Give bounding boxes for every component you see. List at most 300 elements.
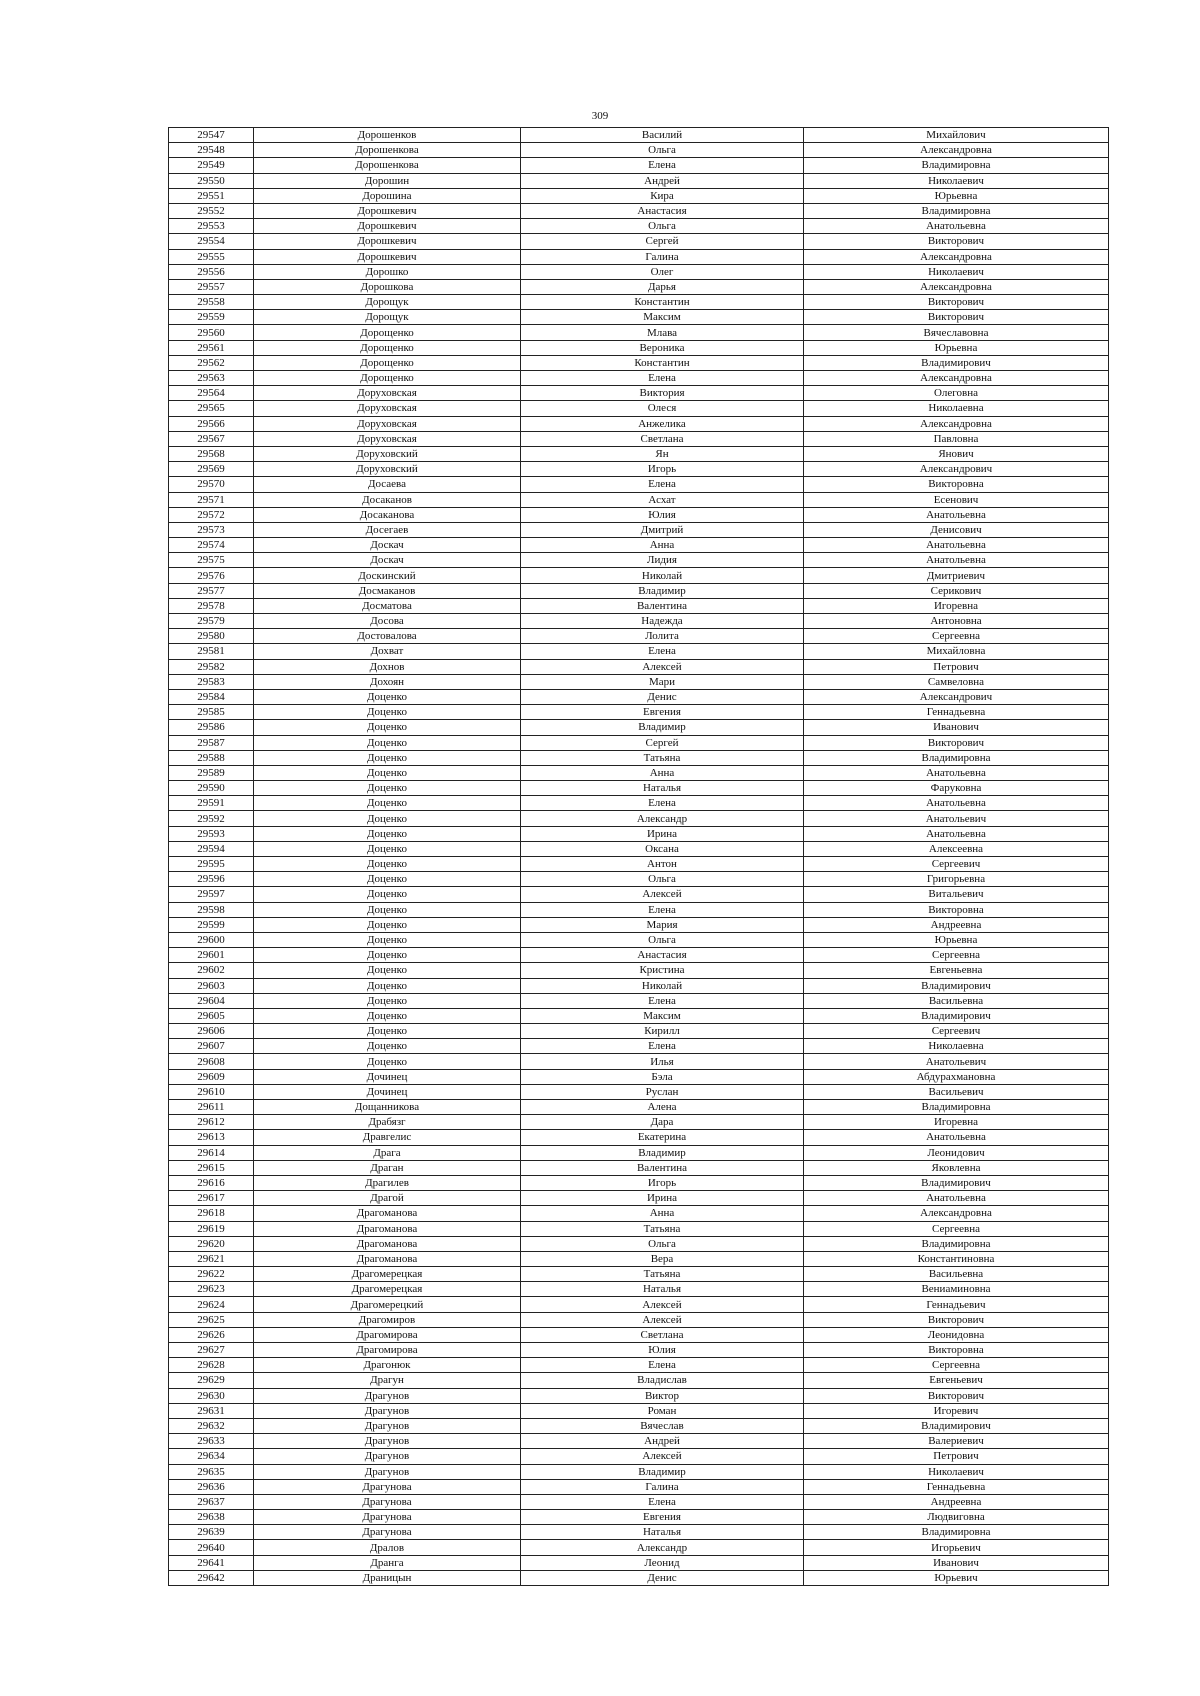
first-name-cell: Елена	[521, 1358, 804, 1373]
table-row	[169, 1312, 1109, 1327]
row-number-cell: 29551	[169, 188, 254, 203]
row-number-cell: 29572	[169, 507, 254, 522]
patronymic-cell: Владимировна	[804, 1100, 1109, 1115]
row-number-cell: 29574	[169, 538, 254, 553]
patronymic-cell: Михайлович	[804, 128, 1109, 143]
first-name-cell: Светлана	[521, 1327, 804, 1342]
patronymic-cell: Дмитриевич	[804, 568, 1109, 583]
patronymic-cell: Игоревич	[804, 1403, 1109, 1418]
surname-cell: Драгунов	[254, 1449, 521, 1464]
patronymic-cell: Серикович	[804, 583, 1109, 598]
row-number-cell: 29603	[169, 978, 254, 993]
surname-cell: Дорощук	[254, 295, 521, 310]
first-name-cell: Анна	[521, 538, 804, 553]
patronymic-cell: Викторович	[804, 310, 1109, 325]
table-row	[169, 1115, 1109, 1130]
surname-cell: Доценко	[254, 750, 521, 765]
surname-cell: Доценко	[254, 857, 521, 872]
table-row	[169, 568, 1109, 583]
row-number-cell: 29578	[169, 598, 254, 613]
surname-cell: Доценко	[254, 781, 521, 796]
table-row	[169, 173, 1109, 188]
first-name-cell: Елена	[521, 796, 804, 811]
surname-cell: Доруховская	[254, 401, 521, 416]
patronymic-cell: Викторович	[804, 1388, 1109, 1403]
surname-cell: Дорошкова	[254, 279, 521, 294]
table-row	[169, 948, 1109, 963]
registry-rows	[169, 128, 1109, 1586]
first-name-cell: Татьяна	[521, 1267, 804, 1282]
table-row	[169, 203, 1109, 218]
first-name-cell: Константин	[521, 355, 804, 370]
first-name-cell: Кристина	[521, 963, 804, 978]
first-name-cell: Денис	[521, 689, 804, 704]
patronymic-cell: Николаевна	[804, 401, 1109, 416]
table-row	[169, 431, 1109, 446]
table-row	[169, 963, 1109, 978]
surname-cell: Доценко	[254, 1054, 521, 1069]
patronymic-cell: Константиновна	[804, 1251, 1109, 1266]
surname-cell: Доценко	[254, 963, 521, 978]
patronymic-cell: Александрович	[804, 689, 1109, 704]
surname-cell: Доценко	[254, 993, 521, 1008]
row-number-cell: 29588	[169, 750, 254, 765]
table-row	[169, 219, 1109, 234]
first-name-cell: Млава	[521, 325, 804, 340]
first-name-cell: Елена	[521, 477, 804, 492]
first-name-cell: Мария	[521, 917, 804, 932]
table-row	[169, 446, 1109, 461]
first-name-cell: Екатерина	[521, 1130, 804, 1145]
first-name-cell: Светлана	[521, 431, 804, 446]
first-name-cell: Руслан	[521, 1084, 804, 1099]
first-name-cell: Виктор	[521, 1388, 804, 1403]
row-number-cell: 29586	[169, 720, 254, 735]
patronymic-cell: Игорьевич	[804, 1540, 1109, 1555]
patronymic-cell: Анатольевич	[804, 811, 1109, 826]
first-name-cell: Вероника	[521, 340, 804, 355]
surname-cell: Драгоманова	[254, 1221, 521, 1236]
first-name-cell: Андрей	[521, 1434, 804, 1449]
patronymic-cell: Игоревна	[804, 1115, 1109, 1130]
surname-cell: Досова	[254, 614, 521, 629]
row-number-cell: 29627	[169, 1343, 254, 1358]
surname-cell: Драгилев	[254, 1175, 521, 1190]
table-row	[169, 143, 1109, 158]
surname-cell: Дорошенков	[254, 128, 521, 143]
row-number-cell: 29620	[169, 1236, 254, 1251]
row-number-cell: 29641	[169, 1555, 254, 1570]
surname-cell: Драгунов	[254, 1464, 521, 1479]
row-number-cell: 29576	[169, 568, 254, 583]
row-number-cell: 29556	[169, 264, 254, 279]
table-row	[169, 325, 1109, 340]
surname-cell: Драгунов	[254, 1418, 521, 1433]
patronymic-cell: Николаевич	[804, 1464, 1109, 1479]
surname-cell: Доценко	[254, 932, 521, 947]
row-number-cell: 29621	[169, 1251, 254, 1266]
surname-cell: Доценко	[254, 705, 521, 720]
patronymic-cell: Николаевич	[804, 173, 1109, 188]
row-number-cell: 29560	[169, 325, 254, 340]
first-name-cell: Мари	[521, 674, 804, 689]
table-row	[169, 1540, 1109, 1555]
surname-cell: Драгунова	[254, 1494, 521, 1509]
row-number-cell: 29563	[169, 371, 254, 386]
row-number-cell: 29639	[169, 1525, 254, 1540]
row-number-cell: 29561	[169, 340, 254, 355]
table-row	[169, 826, 1109, 841]
row-number-cell: 29577	[169, 583, 254, 598]
surname-cell: Драгоманова	[254, 1251, 521, 1266]
surname-cell: Драгомерецкий	[254, 1297, 521, 1312]
surname-cell: Доценко	[254, 841, 521, 856]
row-number-cell: 29557	[169, 279, 254, 294]
first-name-cell: Лидия	[521, 553, 804, 568]
table-row	[169, 796, 1109, 811]
first-name-cell: Николай	[521, 978, 804, 993]
table-row	[169, 689, 1109, 704]
row-number-cell: 29624	[169, 1297, 254, 1312]
patronymic-cell: Анатольевна	[804, 826, 1109, 841]
row-number-cell: 29622	[169, 1267, 254, 1282]
patronymic-cell: Петрович	[804, 1449, 1109, 1464]
table-row	[169, 371, 1109, 386]
patronymic-cell: Игоревна	[804, 598, 1109, 613]
table-row	[169, 902, 1109, 917]
surname-cell: Дорощенко	[254, 325, 521, 340]
patronymic-cell: Анатольевна	[804, 1191, 1109, 1206]
first-name-cell: Надежда	[521, 614, 804, 629]
row-number-cell: 29602	[169, 963, 254, 978]
surname-cell: Дощанникова	[254, 1100, 521, 1115]
patronymic-cell: Анатольевна	[804, 765, 1109, 780]
surname-cell: Драга	[254, 1145, 521, 1160]
patronymic-cell: Абдурахмановна	[804, 1069, 1109, 1084]
first-name-cell: Валентина	[521, 598, 804, 613]
row-number-cell: 29549	[169, 158, 254, 173]
row-number-cell: 29597	[169, 887, 254, 902]
patronymic-cell: Анатольевна	[804, 538, 1109, 553]
first-name-cell: Наталья	[521, 1282, 804, 1297]
first-name-cell: Татьяна	[521, 1221, 804, 1236]
first-name-cell: Максим	[521, 1008, 804, 1023]
patronymic-cell: Олеговна	[804, 386, 1109, 401]
row-number-cell: 29612	[169, 1115, 254, 1130]
row-number-cell: 29558	[169, 295, 254, 310]
table-row	[169, 1282, 1109, 1297]
patronymic-cell: Сергеевич	[804, 1024, 1109, 1039]
first-name-cell: Александр	[521, 1540, 804, 1555]
surname-cell: Дорощенко	[254, 340, 521, 355]
patronymic-cell: Владимирович	[804, 1008, 1109, 1023]
table-row	[169, 295, 1109, 310]
row-number-cell: 29615	[169, 1160, 254, 1175]
surname-cell: Досегаев	[254, 522, 521, 537]
surname-cell: Доценко	[254, 1024, 521, 1039]
row-number-cell: 29608	[169, 1054, 254, 1069]
first-name-cell: Игорь	[521, 1175, 804, 1190]
row-number-cell: 29565	[169, 401, 254, 416]
first-name-cell: Николай	[521, 568, 804, 583]
first-name-cell: Наталья	[521, 781, 804, 796]
row-number-cell: 29609	[169, 1069, 254, 1084]
table-row	[169, 1525, 1109, 1540]
first-name-cell: Лолита	[521, 629, 804, 644]
patronymic-cell: Викторовна	[804, 1343, 1109, 1358]
surname-cell: Драгунов	[254, 1388, 521, 1403]
surname-cell: Досаканов	[254, 492, 521, 507]
table-row	[169, 1145, 1109, 1160]
row-number-cell: 29607	[169, 1039, 254, 1054]
row-number-cell: 29552	[169, 203, 254, 218]
row-number-cell: 29580	[169, 629, 254, 644]
patronymic-cell: Викторович	[804, 735, 1109, 750]
table-row	[169, 1024, 1109, 1039]
patronymic-cell: Владимирович	[804, 1418, 1109, 1433]
first-name-cell: Оксана	[521, 841, 804, 856]
table-row	[169, 310, 1109, 325]
surname-cell: Драгомирова	[254, 1343, 521, 1358]
first-name-cell: Юлия	[521, 507, 804, 522]
surname-cell: Драгунова	[254, 1479, 521, 1494]
registry-table	[168, 127, 1109, 1586]
first-name-cell: Антон	[521, 857, 804, 872]
table-row	[169, 1373, 1109, 1388]
first-name-cell: Ян	[521, 446, 804, 461]
row-number-cell: 29592	[169, 811, 254, 826]
surname-cell: Драгомерецкая	[254, 1267, 521, 1282]
table-row	[169, 811, 1109, 826]
first-name-cell: Леонид	[521, 1555, 804, 1570]
patronymic-cell: Алексеевна	[804, 841, 1109, 856]
first-name-cell: Владимир	[521, 1464, 804, 1479]
first-name-cell: Дара	[521, 1115, 804, 1130]
first-name-cell: Андрей	[521, 173, 804, 188]
patronymic-cell: Владимировна	[804, 1525, 1109, 1540]
patronymic-cell: Викторович	[804, 1312, 1109, 1327]
row-number-cell: 29618	[169, 1206, 254, 1221]
patronymic-cell: Викторович	[804, 234, 1109, 249]
row-number-cell: 29568	[169, 446, 254, 461]
row-number-cell: 29584	[169, 689, 254, 704]
row-number-cell: 29594	[169, 841, 254, 856]
table-row	[169, 279, 1109, 294]
table-row	[169, 750, 1109, 765]
table-row	[169, 735, 1109, 750]
first-name-cell: Ольга	[521, 872, 804, 887]
first-name-cell: Денис	[521, 1570, 804, 1585]
row-number-cell: 29564	[169, 386, 254, 401]
surname-cell: Драгонюк	[254, 1358, 521, 1373]
patronymic-cell: Анатольевна	[804, 507, 1109, 522]
surname-cell: Дохват	[254, 644, 521, 659]
row-number-cell: 29550	[169, 173, 254, 188]
first-name-cell: Татьяна	[521, 750, 804, 765]
patronymic-cell: Александровна	[804, 371, 1109, 386]
patronymic-cell: Александрович	[804, 462, 1109, 477]
row-number-cell: 29619	[169, 1221, 254, 1236]
row-number-cell: 29575	[169, 553, 254, 568]
table-row	[169, 765, 1109, 780]
patronymic-cell: Сергеевич	[804, 857, 1109, 872]
row-number-cell: 29555	[169, 249, 254, 264]
first-name-cell: Елена	[521, 993, 804, 1008]
first-name-cell: Валентина	[521, 1160, 804, 1175]
patronymic-cell: Юрьевна	[804, 188, 1109, 203]
row-number-cell: 29605	[169, 1008, 254, 1023]
row-number-cell: 29567	[169, 431, 254, 446]
page-number: 309	[591, 110, 609, 122]
row-number-cell: 29604	[169, 993, 254, 1008]
patronymic-cell: Самвеловна	[804, 674, 1109, 689]
first-name-cell: Анжелика	[521, 416, 804, 431]
patronymic-cell: Владимировна	[804, 158, 1109, 173]
table-row	[169, 1434, 1109, 1449]
row-number-cell: 29631	[169, 1403, 254, 1418]
surname-cell: Доценко	[254, 887, 521, 902]
row-number-cell: 29623	[169, 1282, 254, 1297]
patronymic-cell: Евгеньевич	[804, 1373, 1109, 1388]
surname-cell: Дохоян	[254, 674, 521, 689]
first-name-cell: Сергей	[521, 735, 804, 750]
row-number-cell: 29633	[169, 1434, 254, 1449]
patronymic-cell: Сергеевна	[804, 1358, 1109, 1373]
surname-cell: Драгунов	[254, 1403, 521, 1418]
patronymic-cell: Сергеевна	[804, 948, 1109, 963]
surname-cell: Досаева	[254, 477, 521, 492]
surname-cell: Доценко	[254, 902, 521, 917]
row-number-cell: 29629	[169, 1373, 254, 1388]
patronymic-cell: Иванович	[804, 720, 1109, 735]
surname-cell: Доруховский	[254, 462, 521, 477]
first-name-cell: Анна	[521, 1206, 804, 1221]
first-name-cell: Алексей	[521, 1297, 804, 1312]
surname-cell: Достовалова	[254, 629, 521, 644]
table-row	[169, 781, 1109, 796]
patronymic-cell: Александровна	[804, 279, 1109, 294]
patronymic-cell: Васильевна	[804, 993, 1109, 1008]
row-number-cell: 29625	[169, 1312, 254, 1327]
patronymic-cell: Антоновна	[804, 614, 1109, 629]
row-number-cell: 29638	[169, 1510, 254, 1525]
table-row	[169, 477, 1109, 492]
table-row	[169, 1039, 1109, 1054]
table-row	[169, 553, 1109, 568]
surname-cell: Доценко	[254, 796, 521, 811]
row-number-cell: 29593	[169, 826, 254, 841]
surname-cell: Дралов	[254, 1540, 521, 1555]
table-row	[169, 1297, 1109, 1312]
row-number-cell: 29581	[169, 644, 254, 659]
table-row	[169, 1054, 1109, 1069]
first-name-cell: Евгения	[521, 705, 804, 720]
table-row	[169, 644, 1109, 659]
table-row	[169, 249, 1109, 264]
surname-cell: Драгунова	[254, 1510, 521, 1525]
patronymic-cell: Евгеньевна	[804, 963, 1109, 978]
surname-cell: Дравгелис	[254, 1130, 521, 1145]
patronymic-cell: Васильевич	[804, 1084, 1109, 1099]
patronymic-cell: Викторовна	[804, 477, 1109, 492]
patronymic-cell: Владимирович	[804, 978, 1109, 993]
first-name-cell: Владимир	[521, 1145, 804, 1160]
row-number-cell: 29610	[169, 1084, 254, 1099]
row-number-cell: 29642	[169, 1570, 254, 1585]
patronymic-cell: Владимирович	[804, 1175, 1109, 1190]
row-number-cell: 29599	[169, 917, 254, 932]
row-number-cell: 29601	[169, 948, 254, 963]
row-number-cell: 29606	[169, 1024, 254, 1039]
patronymic-cell: Анатольевна	[804, 796, 1109, 811]
row-number-cell: 29569	[169, 462, 254, 477]
table-row	[169, 462, 1109, 477]
table-row	[169, 720, 1109, 735]
row-number-cell: 29613	[169, 1130, 254, 1145]
surname-cell: Дорощенко	[254, 355, 521, 370]
table-row	[169, 1418, 1109, 1433]
table-row	[169, 1069, 1109, 1084]
row-number-cell: 29635	[169, 1464, 254, 1479]
table-row	[169, 522, 1109, 537]
surname-cell: Дорощук	[254, 310, 521, 325]
patronymic-cell: Геннадьевна	[804, 705, 1109, 720]
patronymic-cell: Анатольевна	[804, 553, 1109, 568]
first-name-cell: Игорь	[521, 462, 804, 477]
table-row	[169, 1327, 1109, 1342]
first-name-cell: Виктория	[521, 386, 804, 401]
patronymic-cell: Денисович	[804, 522, 1109, 537]
first-name-cell: Алексей	[521, 1312, 804, 1327]
table-row	[169, 614, 1109, 629]
surname-cell: Доруховская	[254, 431, 521, 446]
row-number-cell: 29611	[169, 1100, 254, 1115]
surname-cell: Драбязг	[254, 1115, 521, 1130]
patronymic-cell: Анатольевна	[804, 219, 1109, 234]
patronymic-cell: Иванович	[804, 1555, 1109, 1570]
patronymic-cell: Юрьевна	[804, 340, 1109, 355]
first-name-cell: Вячеслав	[521, 1418, 804, 1433]
row-number-cell: 29616	[169, 1175, 254, 1190]
row-number-cell: 29570	[169, 477, 254, 492]
surname-cell: Дорошкевич	[254, 234, 521, 249]
table-row	[169, 1206, 1109, 1221]
row-number-cell: 29626	[169, 1327, 254, 1342]
row-number-cell: 29571	[169, 492, 254, 507]
first-name-cell: Ольга	[521, 143, 804, 158]
surname-cell: Драгомиров	[254, 1312, 521, 1327]
table-row	[169, 355, 1109, 370]
first-name-cell: Кира	[521, 188, 804, 203]
patronymic-cell: Есенович	[804, 492, 1109, 507]
patronymic-cell: Вячеславовна	[804, 325, 1109, 340]
table-row	[169, 1479, 1109, 1494]
table-row	[169, 841, 1109, 856]
patronymic-cell: Михайловна	[804, 644, 1109, 659]
table-row	[169, 158, 1109, 173]
first-name-cell: Ирина	[521, 826, 804, 841]
row-number-cell: 29562	[169, 355, 254, 370]
table-row	[169, 188, 1109, 203]
patronymic-cell: Фаруковна	[804, 781, 1109, 796]
surname-cell: Драгоманова	[254, 1236, 521, 1251]
patronymic-cell: Юрьевна	[804, 932, 1109, 947]
table-row	[169, 1494, 1109, 1509]
surname-cell: Дорошкевич	[254, 249, 521, 264]
surname-cell: Драгун	[254, 1373, 521, 1388]
table-row	[169, 674, 1109, 689]
surname-cell: Драгоманова	[254, 1206, 521, 1221]
